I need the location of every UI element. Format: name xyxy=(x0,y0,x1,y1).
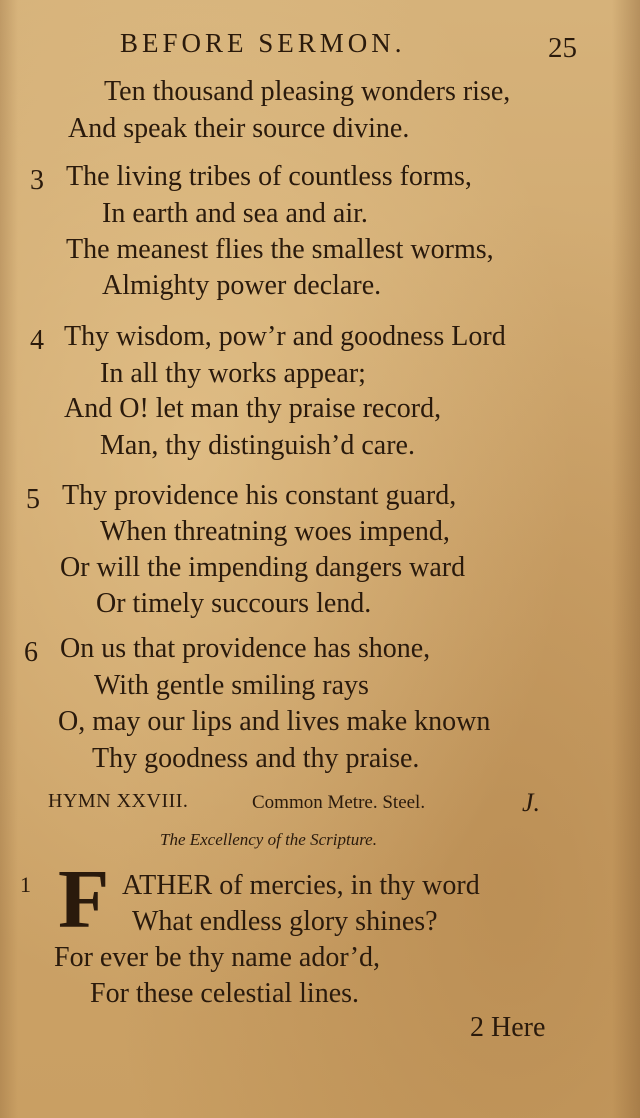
verse-line: The living tribes of countless forms, xyxy=(66,161,472,192)
verse-line: And speak their source divine. xyxy=(68,113,410,144)
drop-cap: F xyxy=(58,853,110,946)
hymn-subtitle: The Excellency of the Scripture. xyxy=(160,830,377,849)
verse-line: Or timely succours lend. xyxy=(96,588,372,619)
verse-line: Thy wisdom, pow’r and goodness Lord xyxy=(64,321,506,352)
verse-line: When threatning woes impend, xyxy=(100,516,450,547)
verse-line: O, may our lips and lives make known xyxy=(58,706,491,737)
hymn-author-mark: J. xyxy=(522,788,541,817)
verse-line: What endless glory shines? xyxy=(132,906,438,937)
stanza-number: 6 xyxy=(24,637,38,668)
verse-line: On us that providence has shone, xyxy=(60,633,431,664)
verse-line: For these celestial lines. xyxy=(90,978,360,1009)
verse-line: Or will the impending dangers ward xyxy=(60,552,466,583)
page-shadow-right xyxy=(612,0,640,1118)
stanza-number: 5 xyxy=(26,484,40,515)
hymn-metre: Common Metre. Steel. xyxy=(252,792,426,813)
stanza-number: 1 xyxy=(20,872,31,897)
page-shadow-left xyxy=(0,0,18,1118)
verse-line: For ever be thy name ador’d, xyxy=(54,942,381,973)
verse-line: And O! let man thy praise record, xyxy=(64,393,442,424)
verse-line: ATHER of mercies, in thy word xyxy=(122,870,480,901)
verse-line: Ten thousand pleasing wonders rise, xyxy=(104,76,511,107)
verse-line: Thy providence his constant guard, xyxy=(62,480,457,511)
page-number: 25 xyxy=(548,32,577,64)
hymn-heading: HYMN XXVIII. xyxy=(48,790,189,812)
verse-line: Almighty power declare. xyxy=(102,270,382,301)
verse-line: In all thy works appear; xyxy=(100,358,366,389)
verse-line: Man, thy distinguish’d care. xyxy=(100,430,415,461)
verse-line: The meanest flies the smallest worms, xyxy=(66,234,494,265)
catchword: 2 Here xyxy=(470,1012,546,1043)
running-title: BEFORE SERMON. xyxy=(120,28,406,58)
verse-line: In earth and sea and air. xyxy=(102,198,368,229)
stanza-number: 3 xyxy=(30,165,44,196)
verse-line: With gentle smiling rays xyxy=(94,670,369,701)
stanza-number: 4 xyxy=(30,325,44,356)
verse-line: Thy goodness and thy praise. xyxy=(92,743,420,774)
